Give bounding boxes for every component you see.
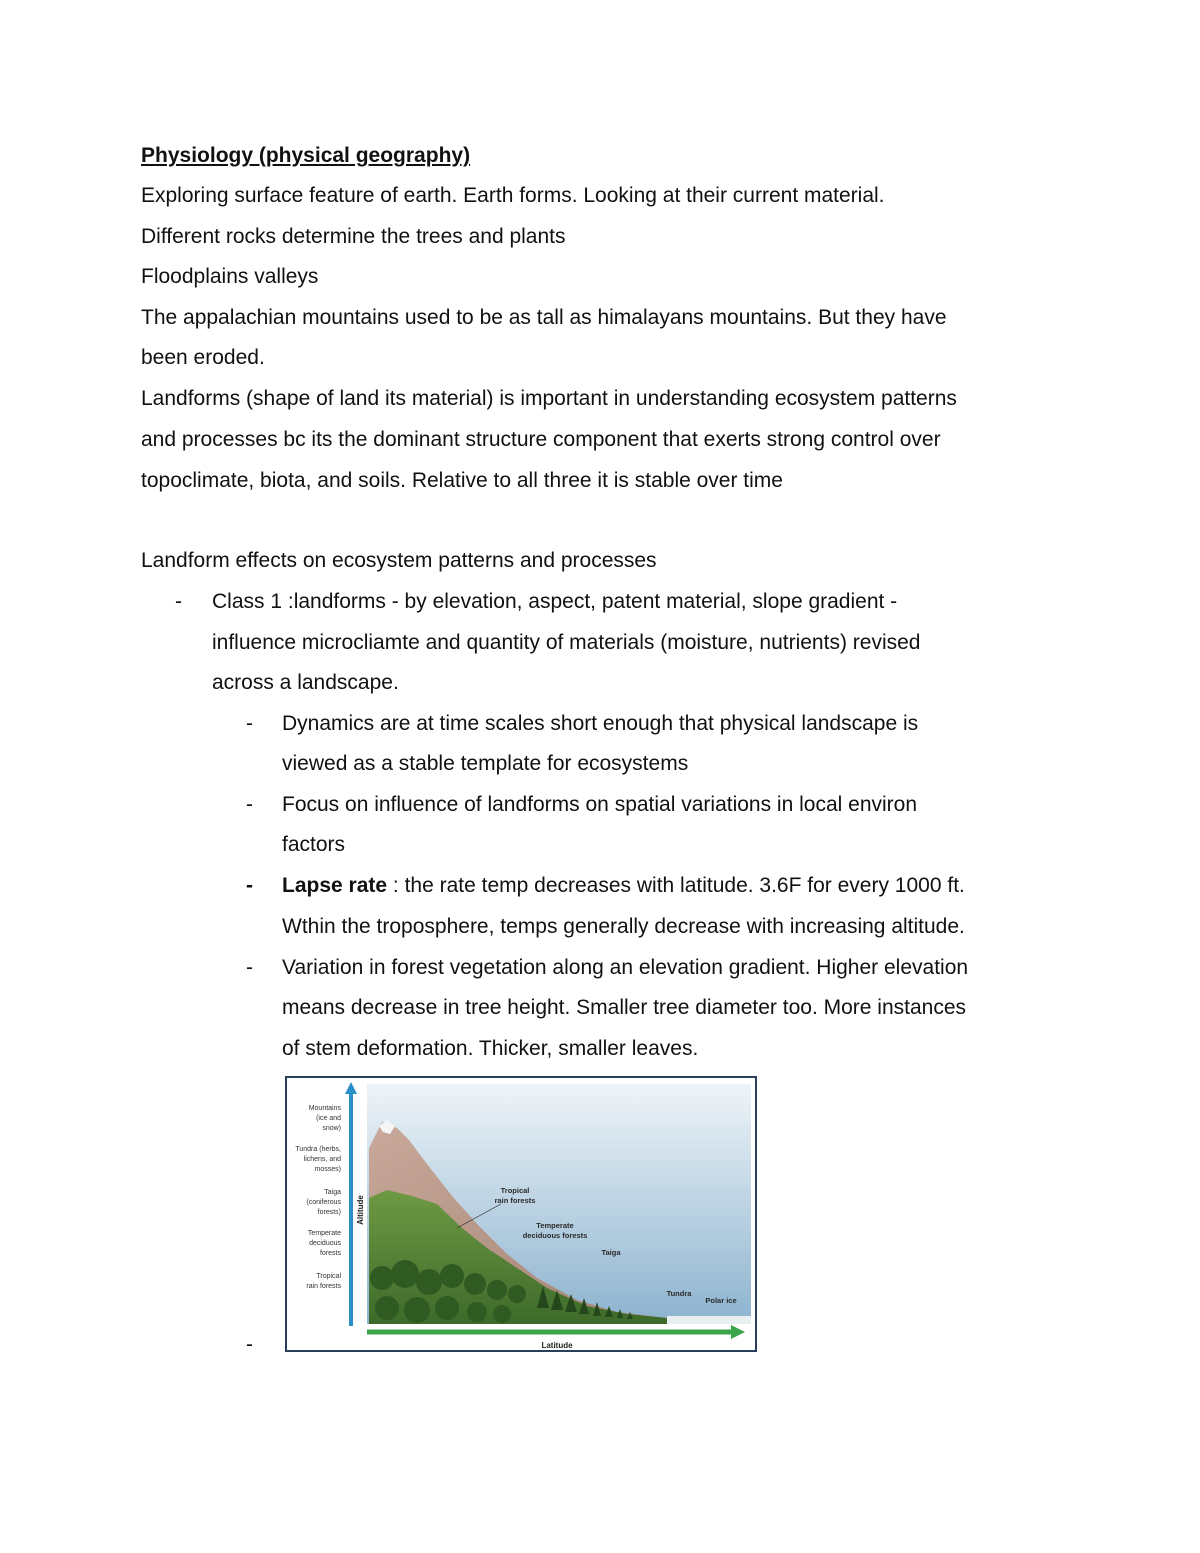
page-title: Physiology (physical geography) [141,144,471,167]
bullet-dash: - [175,590,182,613]
legend-taiga-1: Taiga [324,1189,341,1196]
lapse-rate-definition: : the rate temp decreases with latitude. 3.6F for every 1000 ft. [387,874,965,897]
class1-line-1: Class 1 :landforms - by elevation, aspect, patent material, slope gradient - [212,590,898,613]
section-heading: Landform effects on ecosystem patterns and processes [141,549,657,572]
legend-mountains-2: (ice and [316,1115,341,1122]
sub1-line-2: viewed as a stable template for ecosystems [282,752,689,775]
legend-temperate-3: forests [319,1250,341,1257]
scene-tropical-1: Tropical [500,1186,530,1195]
sub1-line-1: Dynamics are at time scales short enough that physical landscape is [282,712,919,735]
sub4-line-2: means decrease in tree height. Smaller tree diameter too. More instances [282,996,967,1019]
intro-line-2: Different rocks determine the trees and plants [141,225,566,248]
scene-taiga: Taiga [601,1248,621,1257]
legend-tundra-2: lichens, and [303,1156,341,1163]
intro-line-1: Exploring surface feature of earth. Earth forms. Looking at their current material. [141,184,885,207]
legend-tropical-2: rain forests [306,1283,341,1290]
latitude-axis-label: Latitude [541,1341,573,1350]
sub2-line-2: factors [282,833,346,856]
class1-line-3: across a landscape. [212,671,399,694]
intro-line-3: Floodplains valleys [141,265,319,288]
bullet-dash: - [246,956,253,979]
scene-tundra: Tundra [666,1289,692,1298]
altitude-axis-label: Altitude [356,1195,365,1225]
legend-tundra-1: Tundra (herbs, [295,1146,341,1153]
scene-polar-ice: Polar ice [705,1296,737,1305]
lapse-rate-line-2: Wthin the troposphere, temps generally decrease with increasing altitude. [282,915,965,938]
legend-mountains-1: Mountains [308,1105,341,1112]
sub4-line-3: of stem deformation. Thicker, smaller leaves. [282,1037,699,1060]
intro-line-7: and processes bc its the dominant structure component that exerts strong control over [141,428,941,451]
bullet-dash: - [246,793,253,816]
class1-line-2: influence microcliamte and quantity of materials (moisture, nutrients) revised [212,631,921,654]
lapse-rate-line [282,873,965,899]
scene-tropical-2: rain forests [494,1196,536,1205]
legend-mountains-3: snow) [322,1125,341,1132]
elevation-latitude-figure [285,1076,757,1352]
legend-taiga-3: forests) [317,1209,341,1216]
intro-line-8: topoclimate, biota, and soils. Relative to all three it is stable over time [141,469,783,492]
polar-ice [667,1316,751,1324]
bullet-dash: - [246,712,253,735]
sub4-line-1: Variation in forest vegetation along an elevation gradient. Higher elevation [282,956,969,979]
legend-temperate-2: deciduous [309,1240,341,1247]
intro-line-4: The appalachian mountains used to be as tall as himalayans mountains. But they have [141,306,947,329]
legend-tundra-3: mosses) [314,1166,341,1173]
legend-tropical-1: Tropical [316,1273,341,1280]
bullet-dash: - [246,874,253,897]
intro-line-6: Landforms (shape of land its material) is important in understanding ecosystem patterns [141,387,957,410]
legend-temperate-1: Temperate [307,1230,341,1237]
sub2-line-1: Focus on influence of landforms on spatial variations in local environ [282,793,918,816]
scene-temperate-2: deciduous forests [522,1231,588,1240]
bullet-dash: - [246,1333,253,1356]
lapse-rate-term: Lapse rate [282,874,388,897]
scene-temperate-1: Temperate [536,1221,574,1230]
intro-line-5: been eroded. [141,346,265,369]
legend-taiga-2: (coniferous [306,1199,341,1206]
